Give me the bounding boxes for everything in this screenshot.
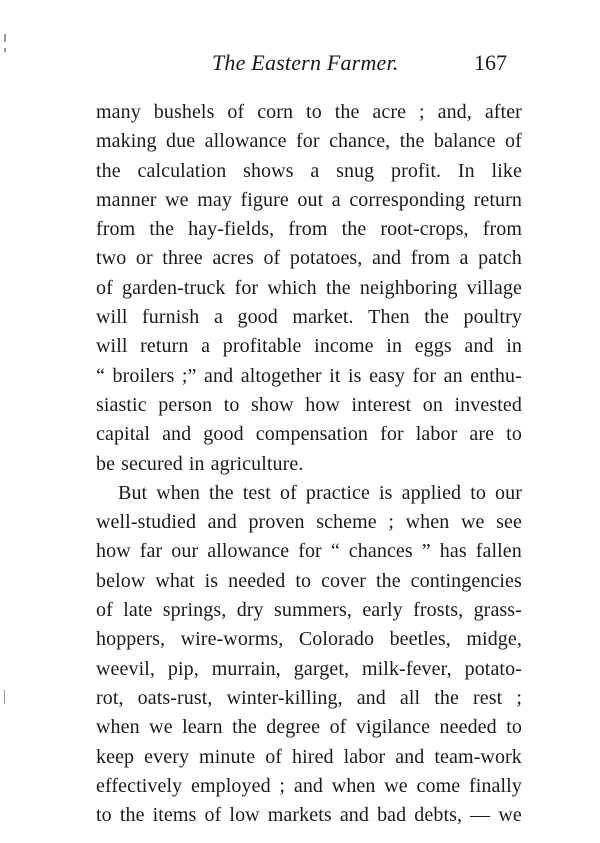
word: a [310, 159, 320, 182]
word: every [144, 745, 190, 768]
word: test [242, 481, 271, 504]
running-head [0, 50, 600, 80]
word: our [495, 481, 522, 504]
word: midge, [466, 628, 522, 651]
text-line [96, 157, 522, 186]
word: when [156, 481, 200, 504]
word: ; [388, 511, 395, 534]
word: many [96, 101, 141, 123]
word: agriculture. [210, 452, 304, 475]
text-line [96, 186, 522, 215]
word: our [171, 540, 199, 563]
word: from [96, 218, 136, 241]
word: But [118, 481, 148, 504]
word: of [505, 130, 522, 153]
word: the [434, 686, 459, 709]
word: what [155, 569, 195, 592]
word: root-crops, [380, 218, 469, 241]
word: a [201, 335, 211, 358]
text-line [96, 772, 522, 801]
word: we [165, 188, 189, 211]
word: the [232, 716, 257, 739]
word: good [203, 423, 244, 446]
word: of [96, 276, 113, 299]
word: of [227, 101, 245, 123]
word: to [223, 393, 240, 416]
word: learn [182, 716, 223, 739]
word: to [295, 569, 312, 592]
word: for [412, 364, 437, 387]
word: eggs [414, 335, 452, 358]
word: hoppers, [96, 628, 166, 651]
word: bushels [153, 101, 215, 123]
word: dry [236, 599, 264, 622]
word: the [341, 218, 367, 241]
word: rot, [96, 686, 124, 709]
word: hired [292, 745, 334, 768]
word: balance [433, 130, 496, 153]
word: items [152, 804, 197, 827]
word: grass- [473, 599, 522, 622]
word: return [140, 335, 189, 358]
word: murrain, [211, 657, 281, 680]
word: market. [292, 306, 354, 329]
word: labor [343, 745, 386, 768]
word: the [399, 130, 425, 153]
word: markets [267, 804, 332, 827]
word: ; [516, 686, 522, 709]
word: or [135, 247, 153, 270]
word: we [384, 774, 408, 797]
word: potato- [464, 657, 522, 680]
word: minute [199, 745, 256, 768]
text-line [96, 801, 522, 830]
body-text [96, 98, 522, 830]
word: acres [212, 247, 254, 270]
word: well-studied [96, 511, 197, 534]
running-title: The Eastern Farmer. [212, 50, 399, 75]
word: “ [330, 540, 340, 563]
word: good [237, 306, 278, 329]
word: to [470, 481, 486, 504]
text-line [96, 420, 522, 449]
word: broilers [112, 364, 175, 387]
word: Colorado [298, 628, 375, 651]
word: poultry [463, 306, 522, 329]
word: needed [228, 569, 286, 592]
word: are [469, 423, 495, 446]
word: practice [305, 481, 370, 504]
word: income [314, 335, 374, 358]
word: ;” [181, 364, 197, 387]
word: labor [415, 423, 458, 446]
word: a [459, 247, 469, 270]
word: compensation [255, 423, 369, 446]
word: weevil, [96, 657, 156, 680]
word: after [484, 101, 522, 123]
word: an [443, 364, 463, 387]
word: scheme [316, 511, 377, 534]
text-line [96, 450, 522, 479]
word: to [306, 101, 322, 123]
word: the [149, 218, 175, 241]
word: corresponding [349, 188, 466, 211]
word: bad [377, 804, 407, 827]
word: early [362, 599, 403, 622]
text-line [96, 684, 522, 713]
word: figure [240, 188, 289, 211]
word: a [213, 306, 223, 329]
word: springs, [162, 599, 227, 622]
word: chance, [329, 130, 391, 153]
word: neighboring [359, 276, 458, 299]
word: manner [96, 188, 157, 211]
word: of [265, 745, 283, 768]
word: will [96, 335, 128, 358]
word: we [460, 511, 485, 534]
word: calculation [137, 159, 227, 182]
text-line [96, 274, 522, 303]
word: due [166, 130, 196, 153]
word: be [96, 452, 116, 475]
word: from [410, 247, 450, 270]
word: finally [469, 774, 522, 797]
word: and [204, 364, 234, 387]
word: siastic [96, 393, 147, 416]
word: ; [279, 774, 286, 797]
word: for [380, 423, 404, 446]
word: show [251, 393, 294, 416]
word: the [119, 804, 145, 827]
word: garden-truck [122, 276, 226, 299]
word: we [498, 804, 522, 827]
word: debts, [414, 804, 463, 827]
scan-margin-mark [4, 690, 5, 704]
word: is [379, 481, 393, 504]
word: the [96, 159, 121, 182]
word: far [139, 540, 163, 563]
word: potatoes, [289, 247, 363, 270]
word: profit. [391, 159, 442, 182]
word: on [422, 393, 443, 416]
word: allowance [204, 130, 287, 153]
word: the [375, 569, 401, 592]
word: to [506, 716, 522, 739]
word: oats-rust, [137, 686, 213, 709]
text-line [96, 362, 522, 391]
word: ” [421, 540, 431, 563]
word: out [297, 188, 324, 211]
word: when [331, 774, 376, 797]
text-line [96, 479, 522, 508]
word: — [470, 804, 491, 827]
word: needed [439, 716, 497, 739]
scan-margin-mark [4, 34, 6, 42]
word: summers, [273, 599, 352, 622]
word: shows [243, 159, 294, 182]
word: to [96, 804, 112, 827]
word: of [279, 481, 297, 504]
word: pip, [167, 657, 199, 680]
word: keep [96, 745, 135, 768]
word: all [399, 686, 421, 709]
word: making [96, 130, 157, 153]
text-line [96, 391, 522, 420]
word: will [96, 306, 128, 329]
word: return [473, 188, 522, 211]
word: enthu- [470, 364, 522, 387]
word: cover [321, 569, 366, 592]
word: is [204, 569, 219, 592]
word: applied [401, 481, 462, 504]
text-line [96, 303, 522, 332]
word: fallen [475, 540, 522, 563]
word: degree [266, 716, 321, 739]
word: it [329, 364, 341, 387]
word: of [263, 247, 281, 270]
word: from [288, 218, 328, 241]
word: to [506, 423, 522, 446]
text-line [96, 332, 522, 361]
word: interest [351, 393, 412, 416]
word: two [96, 247, 127, 270]
word: effectively [96, 774, 183, 797]
word: furnish [142, 306, 200, 329]
word: late [123, 599, 153, 622]
word: and [371, 247, 402, 270]
word: and, [437, 101, 472, 123]
word: rest [473, 686, 503, 709]
word: beetles, [389, 628, 451, 651]
text-line [96, 596, 522, 625]
word: allowance [207, 540, 290, 563]
word: and [339, 804, 370, 827]
word: garget, [293, 657, 350, 680]
word: and [207, 511, 237, 534]
word: winter-killing, [226, 686, 343, 709]
text-line [96, 713, 522, 742]
word: altogether [240, 364, 322, 387]
word: invested [454, 393, 522, 416]
word: and [293, 774, 324, 797]
word: when [96, 716, 140, 739]
word: proven [248, 511, 305, 534]
word: hay-fields, [188, 218, 275, 241]
word: and [464, 335, 494, 358]
word: for [234, 276, 259, 299]
word: ; [419, 101, 425, 123]
word: the [334, 101, 360, 123]
word: Then [368, 306, 410, 329]
word: in [188, 452, 205, 475]
word: and [162, 423, 192, 446]
text-line [96, 127, 522, 156]
word: chances [348, 540, 413, 563]
page-number: 167 [474, 50, 507, 75]
word: snug [336, 159, 375, 182]
word: low [229, 804, 260, 827]
word: milk-fever, [361, 657, 452, 680]
word: acre [372, 101, 407, 123]
text-line [96, 567, 522, 596]
word: like [491, 159, 522, 182]
word: In [457, 159, 475, 182]
word: secured [121, 452, 183, 475]
word: team-work [434, 745, 522, 768]
word: and [395, 745, 425, 768]
word: come [416, 774, 461, 797]
word: for [296, 130, 320, 153]
word: employed [191, 774, 271, 797]
text-line [96, 215, 522, 244]
word: contingencies [410, 569, 522, 592]
word: patch [478, 247, 522, 270]
word: below [96, 569, 146, 592]
word: for [298, 540, 322, 563]
word: the [424, 306, 449, 329]
word: wire-worms, [180, 628, 284, 651]
word: see [496, 511, 522, 534]
word: of [96, 599, 113, 622]
word: the [325, 276, 351, 299]
word: may [197, 188, 232, 211]
word: how [96, 540, 131, 563]
word: how [305, 393, 340, 416]
word: from [482, 218, 522, 241]
text-line [96, 508, 522, 537]
word: of [329, 716, 347, 739]
text-line [96, 743, 522, 772]
word: has [439, 540, 467, 563]
word: frosts, [413, 599, 464, 622]
word: of [204, 804, 222, 827]
word: we [149, 716, 173, 739]
word: corn [257, 101, 294, 123]
word: person [158, 393, 213, 416]
text-line [96, 625, 522, 654]
word: in [506, 335, 522, 358]
text-line [96, 537, 522, 566]
word: in [386, 335, 403, 358]
word: is [348, 364, 362, 387]
text-line [96, 244, 522, 273]
word: capital [96, 423, 151, 446]
word: the [209, 481, 234, 504]
word: and [356, 686, 386, 709]
word: “ [96, 364, 105, 387]
word: vigilance [355, 716, 431, 739]
word: which [267, 276, 317, 299]
text-line [96, 655, 522, 684]
word: when [405, 511, 450, 534]
word: a [331, 188, 341, 211]
word: three [162, 247, 203, 270]
word: village [466, 276, 522, 299]
text-line [96, 98, 522, 127]
word: profitable [222, 335, 302, 358]
word: easy [369, 364, 405, 387]
